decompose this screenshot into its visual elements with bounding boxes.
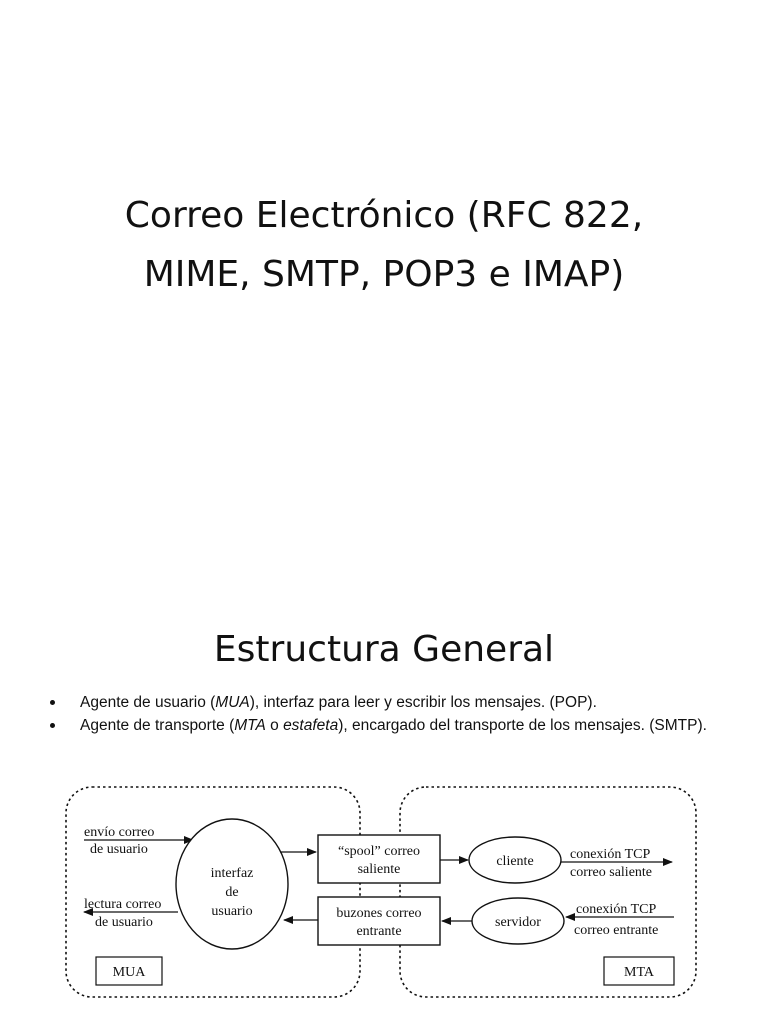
bullet-2-text-a: Agente de transporte ( bbox=[80, 717, 235, 734]
tcp-out-line-1: conexión TCP bbox=[570, 847, 651, 862]
lectura-line-2: de usuario bbox=[95, 915, 153, 930]
spool-line-1: “spool” correo bbox=[337, 844, 421, 859]
bullet-1-term: MUA bbox=[215, 694, 250, 711]
mua-label: MUA bbox=[112, 965, 146, 980]
interfaz-usuario-ellipse bbox=[176, 819, 288, 949]
slide-estructura-general bbox=[0, 580, 768, 1024]
lectura-line-1: lectura correo bbox=[84, 897, 162, 912]
mta-label: MTA bbox=[624, 965, 654, 980]
bullet-2-term-2: estafeta bbox=[283, 717, 339, 734]
interfaz-line-2: de bbox=[225, 885, 239, 900]
bullet-2-text-b: o bbox=[265, 717, 284, 734]
tcp-in-line-1: conexión TCP bbox=[576, 902, 657, 917]
buzones-line-2: entrante bbox=[356, 924, 402, 939]
mail-architecture-diagram bbox=[0, 580, 768, 1024]
title-line-1: Correo Electrónico (RFC 822, bbox=[124, 195, 644, 236]
servidor-label: servidor bbox=[495, 915, 541, 930]
bullet-1-text-a: Agente de usuario ( bbox=[80, 694, 216, 711]
interfaz-line-3: usuario bbox=[211, 904, 253, 919]
buzones-line-1: buzones correo bbox=[336, 906, 422, 921]
spool-line-2: saliente bbox=[357, 862, 401, 877]
envio-line-2: de usuario bbox=[90, 842, 148, 857]
bullet-1-text-b: ), interfaz para leer y escribir los mensajes. (POP). bbox=[249, 694, 597, 711]
bullet-2-text-c: ), encargado del transporte de los mensajes. (SMTP). bbox=[338, 717, 707, 734]
tcp-out-line-2: correo saliente bbox=[570, 865, 653, 880]
interfaz-line-1: interfaz bbox=[210, 866, 254, 881]
slide-2-title: Estructura General bbox=[213, 629, 555, 670]
bullet-2-term: MTA bbox=[234, 717, 266, 734]
title-line-2: MIME, SMTP, POP3 e IMAP) bbox=[143, 254, 625, 295]
slide-title-heading bbox=[40, 186, 728, 304]
envio-line-1: envío correo bbox=[84, 825, 155, 840]
tcp-in-line-2: correo entrante bbox=[574, 923, 659, 938]
cliente-label: cliente bbox=[496, 854, 534, 869]
